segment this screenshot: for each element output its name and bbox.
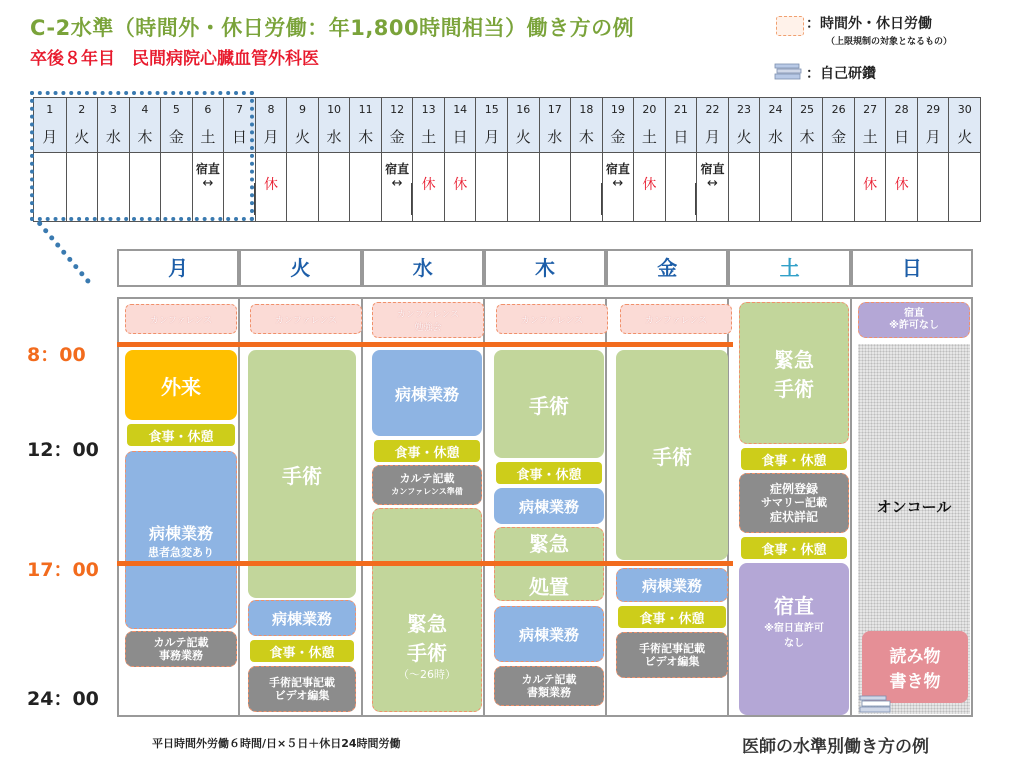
calendar-day-number: 10 bbox=[319, 98, 350, 123]
calendar-day-body bbox=[476, 152, 507, 221]
calendar-day-body bbox=[634, 152, 665, 221]
calendar-day-number: 8 bbox=[256, 98, 287, 123]
sat-emergency-line2: 手術 bbox=[774, 377, 814, 401]
calendar-day-body bbox=[445, 152, 476, 221]
calendar-day bbox=[349, 98, 381, 221]
time-24: 24：00 bbox=[27, 688, 99, 710]
calendar-day-weekday: 火 bbox=[287, 122, 318, 153]
calendar-day-body bbox=[697, 152, 728, 221]
calendar-day-number: 19 bbox=[603, 98, 634, 123]
calendar-day-body bbox=[350, 152, 381, 221]
thu-meal: 食事・休憩 bbox=[496, 462, 602, 484]
calendar-day-weekday: 火 bbox=[508, 122, 539, 153]
calendar-day-body bbox=[760, 152, 791, 221]
calendar-day-body bbox=[256, 152, 287, 221]
mon-outpatient: 外来 bbox=[125, 350, 237, 420]
fri-records bbox=[616, 632, 728, 678]
calendar-day bbox=[633, 98, 665, 221]
calendar-day bbox=[696, 98, 728, 221]
page-subtitle: 卒後８年目 民間病院心臓血管外科医 bbox=[30, 49, 319, 69]
line-5pm bbox=[117, 561, 733, 566]
calendar-day bbox=[759, 98, 791, 221]
calendar-day-number: 27 bbox=[855, 98, 886, 123]
wed-conference: カンファレンス 勉強会 bbox=[372, 302, 484, 338]
calendar-duty-label: 宿直 bbox=[385, 162, 410, 176]
week-column-divider bbox=[238, 297, 240, 717]
week-column-divider bbox=[483, 297, 485, 717]
week-day-header: 土 bbox=[728, 249, 850, 287]
calendar-day bbox=[475, 98, 507, 221]
calendar-day bbox=[444, 98, 476, 221]
footer-caption: 医師の水準別働き方の例 bbox=[742, 737, 929, 757]
calendar-day-weekday: 月 bbox=[256, 122, 287, 153]
wed-records-line2: カンファレンス準備 bbox=[391, 487, 463, 496]
calendar-day-weekday: 日 bbox=[666, 122, 697, 153]
calendar-day-body bbox=[382, 152, 413, 221]
sun-duty-line1: 宿直 bbox=[904, 308, 924, 319]
calendar-duty-arrow: ↔ bbox=[612, 176, 624, 191]
thu-conference: カンファレンス bbox=[496, 304, 608, 334]
fri-conference: カンファレンス bbox=[620, 304, 732, 334]
page-title: C-2水準（時間外・休日労働：年1,800時間相当）働き方の例 bbox=[30, 16, 635, 40]
calendar-day-weekday: 水 bbox=[319, 122, 350, 153]
calendar-day-number: 23 bbox=[729, 98, 760, 123]
sat-duty-note2: なし bbox=[784, 637, 804, 649]
calendar-day bbox=[602, 98, 634, 221]
week-day-header: 水 bbox=[362, 249, 484, 287]
fri-meal: 食事・休憩 bbox=[618, 606, 726, 628]
calendar-day-weekday: 土 bbox=[193, 122, 224, 153]
fri-surgery: 手術 bbox=[616, 350, 728, 560]
tue-records-line1: 手術記事記載 bbox=[269, 676, 335, 689]
thu-records-line1: カルテ記載 bbox=[521, 673, 577, 686]
calendar-duty-arrow: ↔ bbox=[707, 176, 718, 191]
calendar-day-weekday: 土 bbox=[855, 122, 886, 153]
sat-study-line2: サマリー記載 bbox=[761, 496, 827, 509]
books-icon-sunday bbox=[858, 694, 892, 714]
tue-ward: 病棟業務 bbox=[248, 600, 356, 636]
calendar-day-number: 13 bbox=[413, 98, 444, 123]
calendar-day bbox=[948, 98, 980, 221]
calendar-day-weekday: 金 bbox=[382, 122, 413, 153]
books-icon bbox=[774, 62, 802, 82]
calendar-day-weekday: 火 bbox=[729, 122, 760, 153]
calendar-off-label: 休 bbox=[453, 177, 468, 193]
calendar-day-number: 4 bbox=[130, 98, 161, 123]
calendar-off-label: 休 bbox=[642, 177, 657, 193]
calendar-day-number: 14 bbox=[445, 98, 476, 123]
sat-emergency-line1: 緊急 bbox=[774, 348, 814, 372]
mon-records-line2: 事務業務 bbox=[159, 649, 203, 662]
calendar-day-weekday: 木 bbox=[792, 122, 823, 153]
calendar-day-weekday: 水 bbox=[98, 122, 129, 153]
calendar-day-number: 9 bbox=[287, 98, 318, 123]
sun-duty-line2: ※許可なし bbox=[889, 320, 939, 331]
sat-case-study bbox=[739, 473, 849, 533]
calendar-day-body bbox=[949, 152, 980, 221]
calendar-day bbox=[570, 98, 602, 221]
first-week-highlight bbox=[30, 91, 254, 221]
calendar-off-label: 休 bbox=[894, 177, 909, 193]
wed-emergency-line1: 緊急 bbox=[407, 612, 447, 636]
week-day-header: 木 bbox=[484, 249, 606, 287]
week-day-header: 月 bbox=[117, 249, 239, 287]
calendar-day-number: 18 bbox=[571, 98, 602, 123]
calendar-day bbox=[381, 98, 413, 221]
calendar-day bbox=[791, 98, 823, 221]
week-column-divider bbox=[605, 297, 607, 717]
calendar-day-weekday: 日 bbox=[886, 122, 917, 153]
calendar-day-weekday: 火 bbox=[67, 122, 98, 153]
calendar-day-weekday: 日 bbox=[445, 122, 476, 153]
calendar-day bbox=[412, 98, 444, 221]
calendar-duty-marker bbox=[601, 183, 602, 215]
calendar-day bbox=[286, 98, 318, 221]
calendar-day-weekday: 水 bbox=[540, 122, 571, 153]
sat-duty-label: 宿直 bbox=[774, 593, 814, 618]
calendar-day-body bbox=[603, 152, 634, 221]
calendar-duty-label: 宿直 bbox=[195, 162, 220, 176]
overtime-legend-label: ：時間外・休日労働 bbox=[806, 16, 932, 32]
mon-meal: 食事・休憩 bbox=[127, 424, 235, 446]
week-day-header: 日 bbox=[851, 249, 973, 287]
calendar-duty-label: 宿直 bbox=[700, 162, 725, 176]
time-17: 17：00 bbox=[27, 559, 99, 581]
sun-reading-line1: 読み物 bbox=[889, 647, 941, 667]
calendar-day-weekday: 金 bbox=[823, 122, 854, 153]
calendar-day-number: 11 bbox=[350, 98, 381, 123]
calendar-day-number: 7 bbox=[224, 98, 255, 123]
calendar-day-weekday: 火 bbox=[949, 122, 980, 153]
week-column-divider bbox=[850, 297, 852, 717]
mon-ward-note: 患者急変あり bbox=[148, 545, 214, 559]
calendar-day-body bbox=[413, 152, 444, 221]
time-12: 12：00 bbox=[27, 439, 99, 461]
calendar-duty-marker bbox=[411, 183, 412, 215]
calendar-day-weekday: 月 bbox=[697, 122, 728, 153]
calendar-day-number: 20 bbox=[634, 98, 665, 123]
sat-meal1: 食事・休憩 bbox=[741, 448, 847, 470]
calendar-duty-arrow: ↔ bbox=[202, 176, 214, 191]
calendar-day-body bbox=[792, 152, 823, 221]
thu-ward2: 病棟業務 bbox=[494, 606, 604, 662]
calendar-day-number: 25 bbox=[792, 98, 823, 123]
mon-ward bbox=[125, 451, 237, 629]
wed-ward: 病棟業務 bbox=[372, 350, 482, 436]
calendar-day bbox=[539, 98, 571, 221]
thu-surgery: 手術 bbox=[494, 350, 604, 458]
calendar-day-number: 5 bbox=[161, 98, 192, 123]
sun-duty bbox=[858, 302, 970, 338]
week-day-header: 火 bbox=[239, 249, 361, 287]
sun-reading bbox=[862, 631, 968, 703]
wed-records bbox=[372, 465, 482, 505]
calendar-off-label: 休 bbox=[263, 177, 278, 193]
overtime-legend-note: （上限規制の対象となるもの） bbox=[826, 37, 953, 47]
calendar-day-weekday: 木 bbox=[130, 122, 161, 153]
calendar-day-weekday: 水 bbox=[760, 122, 791, 153]
calendar-day-body bbox=[540, 152, 571, 221]
tue-records bbox=[248, 666, 356, 712]
study-legend-label: ：自己研鑽 bbox=[806, 66, 876, 82]
calendar-day bbox=[917, 98, 949, 221]
calendar-day-body bbox=[918, 152, 949, 221]
sat-emergency bbox=[739, 302, 849, 444]
calendar-day-number: 30 bbox=[949, 98, 980, 123]
calendar-day bbox=[255, 98, 287, 221]
calendar-off-label: 休 bbox=[421, 177, 436, 193]
sat-meal2: 食事・休憩 bbox=[741, 537, 847, 559]
fri-ward: 病棟業務 bbox=[616, 568, 728, 602]
footer-note: 平日時間外労働６時間/日×５日＋休日24時間労働 bbox=[152, 737, 401, 750]
calendar-day-body bbox=[729, 152, 760, 221]
calendar-day-body bbox=[319, 152, 350, 221]
calendar-day-weekday: 土 bbox=[413, 122, 444, 153]
wed-emergency-note: （〜26時） bbox=[398, 668, 456, 681]
wed-meal: 食事・休憩 bbox=[374, 440, 480, 462]
sat-study-line3: 症状詳記 bbox=[769, 510, 818, 524]
week-column-divider bbox=[361, 297, 363, 717]
calendar-day-weekday: 月 bbox=[34, 122, 66, 153]
calendar-day-body bbox=[287, 152, 318, 221]
calendar-day bbox=[728, 98, 760, 221]
calendar-day-weekday: 月 bbox=[476, 122, 507, 153]
calendar-day-body bbox=[886, 152, 917, 221]
thu-records-line2: 書類業務 bbox=[527, 686, 571, 699]
sat-duty-note1: ※宿日直許可 bbox=[764, 622, 824, 634]
sun-oncall-label: オンコール bbox=[876, 498, 952, 516]
calendar-day-number: 24 bbox=[760, 98, 791, 123]
calendar-day bbox=[885, 98, 917, 221]
thu-ward1: 病棟業務 bbox=[494, 488, 604, 524]
calendar-duty-arrow: ↔ bbox=[391, 176, 403, 191]
thu-emergency-line2: 処置 bbox=[529, 575, 569, 599]
fri-records-line1: 手術記事記載 bbox=[639, 642, 705, 655]
tue-surgery: 手術 bbox=[248, 350, 356, 598]
calendar-day-number: 28 bbox=[886, 98, 917, 123]
calendar-day-weekday: 日 bbox=[224, 122, 255, 153]
sun-reading-line2: 書き物 bbox=[889, 672, 941, 692]
calendar-day-number: 17 bbox=[540, 98, 571, 123]
line-8am bbox=[117, 342, 733, 347]
fri-records-line2: ビデオ編集 bbox=[644, 655, 700, 668]
calendar-day-number: 26 bbox=[823, 98, 854, 123]
calendar-day-number: 15 bbox=[476, 98, 507, 123]
calendar-day-body bbox=[571, 152, 602, 221]
calendar-day bbox=[665, 98, 697, 221]
calendar-duty-label: 宿直 bbox=[605, 162, 630, 176]
thu-records bbox=[494, 666, 604, 706]
calendar-day-weekday: 金 bbox=[161, 122, 192, 153]
calendar-day-number: 22 bbox=[697, 98, 728, 123]
tue-conference: カンファレンス bbox=[250, 304, 362, 334]
thu-emergency-line1: 緊急 bbox=[529, 532, 569, 556]
calendar-day-number: 6 bbox=[193, 98, 224, 123]
calendar-day bbox=[854, 98, 886, 221]
calendar-day-number: 12 bbox=[382, 98, 413, 123]
calendar-day-weekday: 金 bbox=[603, 122, 634, 153]
week-day-header: 金 bbox=[606, 249, 728, 287]
calendar-day-number: 1 bbox=[34, 98, 66, 123]
calendar-day-body bbox=[823, 152, 854, 221]
zoom-connector bbox=[33, 220, 91, 287]
tue-records-line2: ビデオ編集 bbox=[274, 689, 330, 702]
mon-conference: カンファレンス bbox=[125, 304, 237, 334]
calendar-day-body bbox=[855, 152, 886, 221]
calendar-duty-marker bbox=[695, 183, 696, 215]
calendar-day-weekday: 木 bbox=[571, 122, 602, 153]
calendar-day-weekday: 木 bbox=[350, 122, 381, 153]
sat-study-line1: 症例登録 bbox=[769, 482, 818, 496]
calendar-day-body bbox=[508, 152, 539, 221]
calendar-day-number: 16 bbox=[508, 98, 539, 123]
calendar-day bbox=[507, 98, 539, 221]
sat-duty bbox=[739, 563, 849, 715]
calendar-day-body bbox=[666, 152, 697, 221]
mon-ward-label: 病棟業務 bbox=[148, 523, 213, 543]
mon-records-line1: カルテ記載 bbox=[153, 636, 209, 649]
calendar-day-number: 21 bbox=[666, 98, 697, 123]
calendar-day-number: 29 bbox=[918, 98, 949, 123]
tue-meal: 食事・休憩 bbox=[250, 640, 354, 662]
overtime-legend-swatch bbox=[776, 16, 804, 36]
calendar-day-number: 3 bbox=[98, 98, 129, 123]
mon-records bbox=[125, 631, 237, 667]
calendar-day-weekday: 土 bbox=[634, 122, 665, 153]
wed-emergency-line2: 手術 bbox=[407, 641, 447, 665]
calendar-day-number: 2 bbox=[67, 98, 98, 123]
time-8: 8：00 bbox=[27, 344, 86, 366]
calendar-day bbox=[822, 98, 854, 221]
calendar-off-label: 休 bbox=[863, 177, 878, 193]
calendar-day-weekday: 月 bbox=[918, 122, 949, 153]
wed-emergency bbox=[372, 508, 482, 712]
wed-records-line1: カルテ記載 bbox=[399, 472, 455, 485]
calendar-day bbox=[318, 98, 350, 221]
